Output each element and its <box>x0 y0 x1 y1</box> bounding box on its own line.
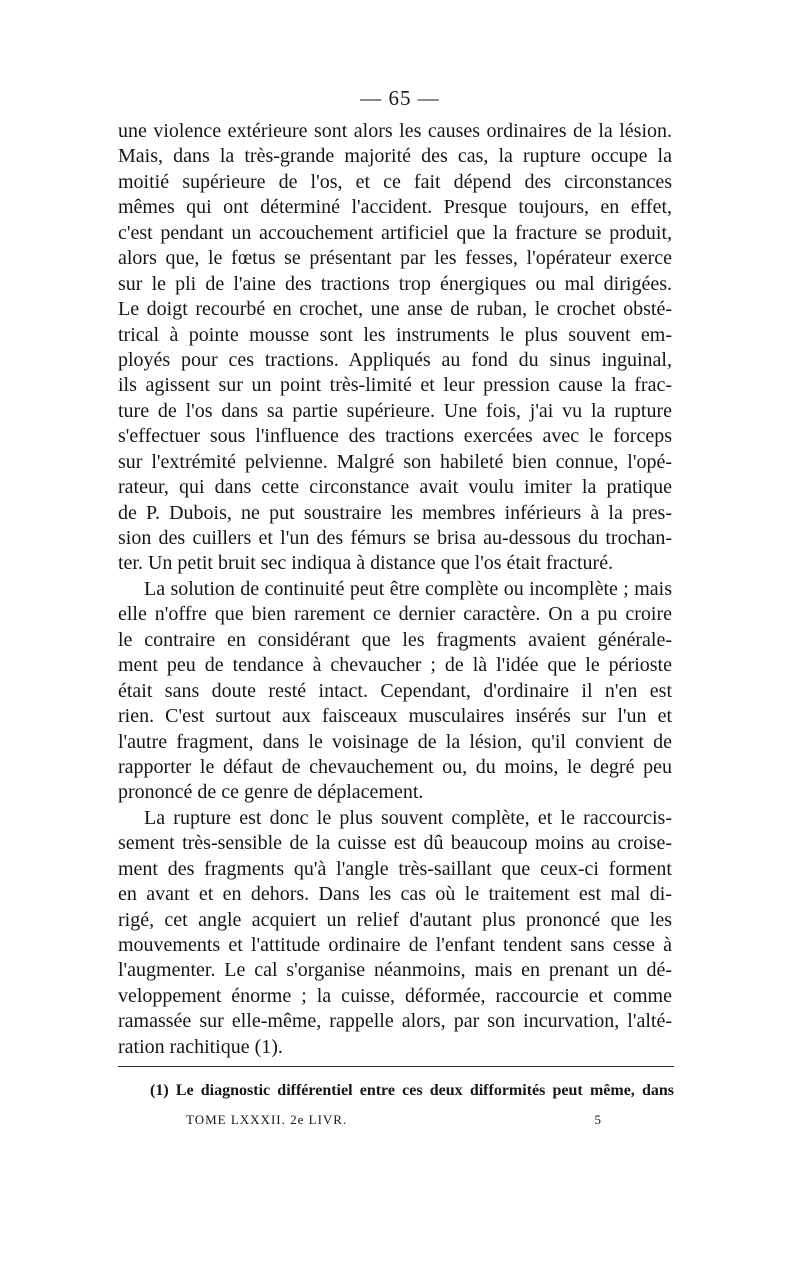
paragraph <box>118 119 672 577</box>
signature-number: 5 <box>594 1112 602 1127</box>
text-line: ils agissent sur un point très-limité et leur pression cause la frac- <box>118 374 672 397</box>
text-line: l'autre fragment, dans le voisinage de la lésion, qu'il convient de <box>118 730 672 753</box>
text-line: alors que, le fœtus se présentant par les fesses, l'opérateur exerce <box>118 247 672 270</box>
text-line: en avant et en dehors. Dans les cas où le traitement est mal di- <box>118 883 672 906</box>
text-line: prononcé de ce genre de déplacement. <box>118 781 424 804</box>
paragraph <box>118 577 672 806</box>
text-line: rapporter le défaut de chevauchement ou, du moins, le degré peu <box>118 755 672 778</box>
text-line: ployés pour ces tractions. Appliqués au fond du sinus inguinal, <box>118 348 672 371</box>
text-line: une violence extérieure sont alors les causes ordinaires de la lésion. <box>118 120 672 142</box>
text-line: sur l'extrémité pelvienne. Malgré son habileté bien connue, l'opé- <box>118 450 672 473</box>
page-number: — 65 — <box>360 86 440 110</box>
text-line: ment des fragments qu'à l'angle très-saillant que ceux-ci forment <box>118 857 672 880</box>
text-line: rateur, qui dans cette circonstance avait voulu imiter la pratique <box>118 476 672 499</box>
text-line: était sans doute resté intact. Cependant, d'ordinaire il n'en est <box>118 679 672 702</box>
text-line: La solution de continuité peut être complète ou incomplète ; mais <box>144 577 672 600</box>
text-line: sement très-sensible de la cuisse est dû beaucoup moins au croise- <box>118 832 672 855</box>
text-line: de P. Dubois, ne put soustraire les membres inférieurs à la pres- <box>118 501 672 524</box>
text-line: La rupture est donc le plus souvent complète, et le raccourcis- <box>144 806 672 829</box>
text-line: ration rachitique (1). <box>118 1035 283 1058</box>
text-line: Mais, dans la très-grande majorité des cas, la rupture occupe la <box>118 145 672 168</box>
text-line: Le doigt recourbé en crochet, une anse de ruban, le crochet obsté- <box>118 298 672 321</box>
text-line: ter. Un petit bruit sec indiqua à distance que l'os était fracturé. <box>118 552 614 575</box>
text-line: ramassée sur elle-même, rappelle alors, par son incurvation, l'alté- <box>118 1010 672 1033</box>
text-line: le contraire en considérant que les fragments avaient générale- <box>118 628 672 651</box>
footnote: (1) Le diagnostic différentiel entre ces deux difformités peut même, dans <box>150 1082 674 1099</box>
signature-volume: TOME LXXXII. 2e LIVR. <box>186 1112 348 1127</box>
text-line: rigé, cet angle acquiert un relief d'autant plus prononcé que les <box>118 908 672 931</box>
text-line: ment peu de tendance à chevaucher ; de là l'idée que le périoste <box>118 654 672 677</box>
text-line: mêmes qui ont déterminé l'accident. Presque toujours, en effet, <box>118 196 672 219</box>
text-line: mouvements et l'attitude ordinaire de l'enfant tendent sans cesse à <box>118 934 672 956</box>
text-line: s'effectuer sous l'influence des tractions exercées avec le forceps <box>118 425 672 448</box>
text-line: trical à pointe mousse sont les instruments le plus souvent em- <box>118 323 672 346</box>
signature-line <box>186 1110 602 1130</box>
text-line: moitié supérieure de l'os, et ce fait dépend des circonstances <box>118 170 672 193</box>
text-line: rien. C'est surtout aux faisceaux musculaires insérés sur l'un et <box>118 705 672 728</box>
text-line: sur le pli de l'aine des tractions trop énergiques ou mal dirigées. <box>118 272 672 295</box>
body-text <box>118 119 672 1060</box>
text-line: ture de l'os dans sa partie supérieure. Une fois, j'ai vu la rupture <box>118 399 672 422</box>
text-line: sion des cuillers et l'un des fémurs se brisa au-dessous du trochan- <box>118 527 672 549</box>
text-line: veloppement énorme ; la cuisse, déformée, raccourcie et comme <box>118 984 672 1007</box>
paragraph <box>118 806 672 1060</box>
text-line: elle n'offre que bien rarement ce dernier caractère. On a pu croire <box>118 603 672 626</box>
text-line: l'augmenter. Le cal s'organise néanmoins, mais en prenant un dé- <box>118 959 672 982</box>
text-line: c'est pendant un accouchement artificiel que la fracture se produit, <box>118 221 672 244</box>
footnote-divider <box>118 1066 674 1067</box>
